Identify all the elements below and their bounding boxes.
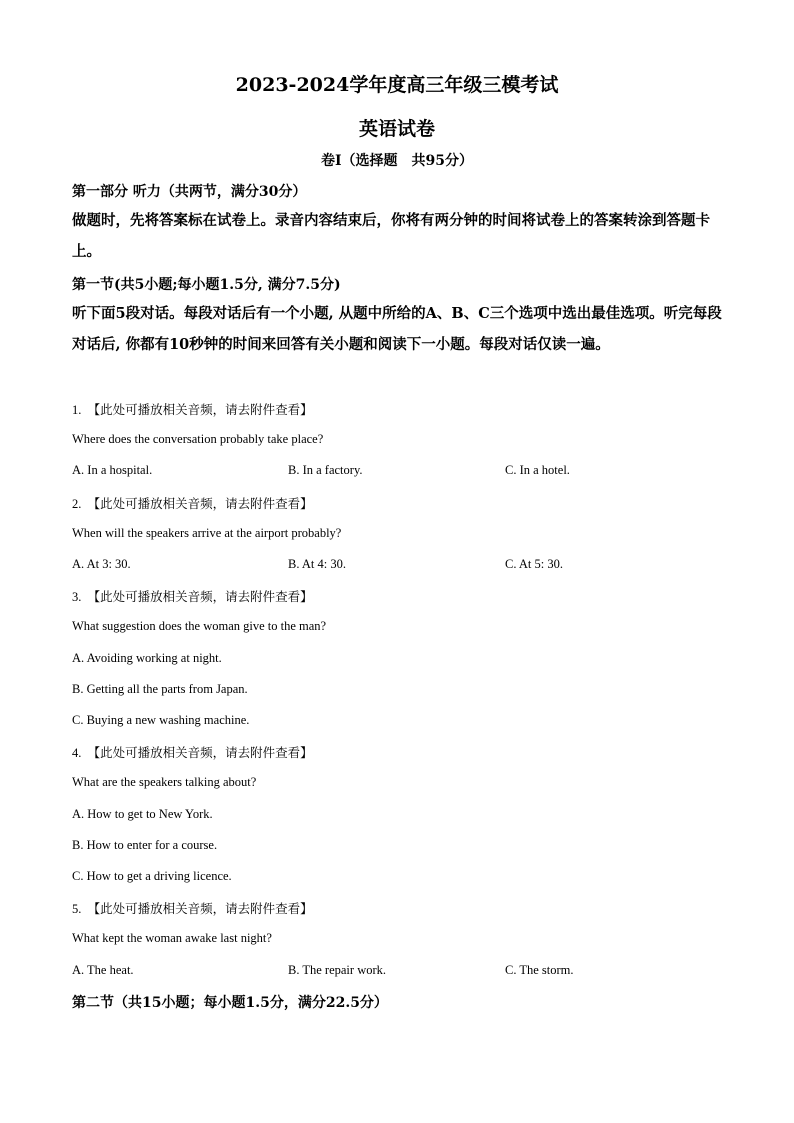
question-4-audio-marker[interactable]: 4. 【此处可播放相关音频，请去附件查看】 bbox=[72, 746, 313, 760]
question-5-option-b: B. The repair work. bbox=[288, 963, 387, 977]
exam-subtitle: 英语试卷 bbox=[358, 118, 435, 140]
question-5-option-c: C. The storm. bbox=[505, 963, 574, 977]
part1-instruction: 做题时，先将答案标在试卷上。录音内容结束后，你将有两分钟的时间将试卷上的答案转涂到答题卡上。 bbox=[72, 212, 710, 260]
section1-instruction: 听下面5段对话。每段对话后有一个小题, 从题中所给的A、B、C三个选项中选出最佳选项。听完每段对话后, 你都有10秒钟的时间来回答有关小题和阅读下一小题。每段对话仅读一遍。 bbox=[72, 305, 722, 353]
question-1-option-c: C. In a hotel. bbox=[505, 463, 570, 477]
question-1-option-b: B. In a factory. bbox=[288, 463, 363, 477]
section2-heading: 第二节（共15小题；每小题1.5分，满分22.5分） bbox=[72, 995, 388, 1011]
question-3-option-a: A. Avoiding working at night. bbox=[72, 651, 222, 665]
question-4-stem: What are the speakers talking about? bbox=[72, 775, 257, 789]
question-3-option-c: C. Buying a new washing machine. bbox=[72, 713, 250, 727]
question-4-option-c: C. How to get a driving licence. bbox=[72, 869, 232, 883]
question-1-stem: Where does the conversation probably take place? bbox=[72, 432, 324, 446]
question-4-option-a: A. How to get to New York. bbox=[72, 807, 213, 821]
question-4-option-b: B. How to enter for a course. bbox=[72, 838, 218, 852]
question-1-option-a: A. In a hospital. bbox=[72, 463, 153, 477]
exam-title: 2023-2024学年度高三年级三模考试 bbox=[235, 74, 559, 96]
volume-label: 卷Ⅰ（选择题 共95分） bbox=[320, 153, 474, 169]
question-2-stem: When will the speakers arrive at the airport probably? bbox=[72, 526, 342, 540]
question-3-audio-marker[interactable]: 3. 【此处可播放相关音频，请去附件查看】 bbox=[72, 590, 313, 604]
question-5-audio-marker[interactable]: 5. 【此处可播放相关音频，请去附件查看】 bbox=[72, 902, 313, 916]
question-2-option-a: A. At 3: 30. bbox=[72, 557, 131, 571]
question-1-audio-marker[interactable]: 1. 【此处可播放相关音频，请去附件查看】 bbox=[72, 403, 313, 417]
question-2-option-c: C. At 5: 30. bbox=[505, 557, 563, 571]
question-2-option-b: B. At 4: 30. bbox=[288, 557, 346, 571]
question-3-stem: What suggestion does the woman give to the man? bbox=[72, 619, 327, 633]
section1-heading: 第一节(共5小题;每小题1.5分, 满分7.5分) bbox=[72, 277, 341, 293]
question-5-stem: What kept the woman awake last night? bbox=[72, 931, 272, 945]
question-3-option-b: B. Getting all the parts from Japan. bbox=[72, 682, 248, 696]
question-2-audio-marker[interactable]: 2. 【此处可播放相关音频，请去附件查看】 bbox=[72, 497, 313, 511]
part1-heading: 第一部分 听力（共两节，满分30分） bbox=[72, 184, 307, 200]
question-5-option-a: A. The heat. bbox=[72, 963, 134, 977]
